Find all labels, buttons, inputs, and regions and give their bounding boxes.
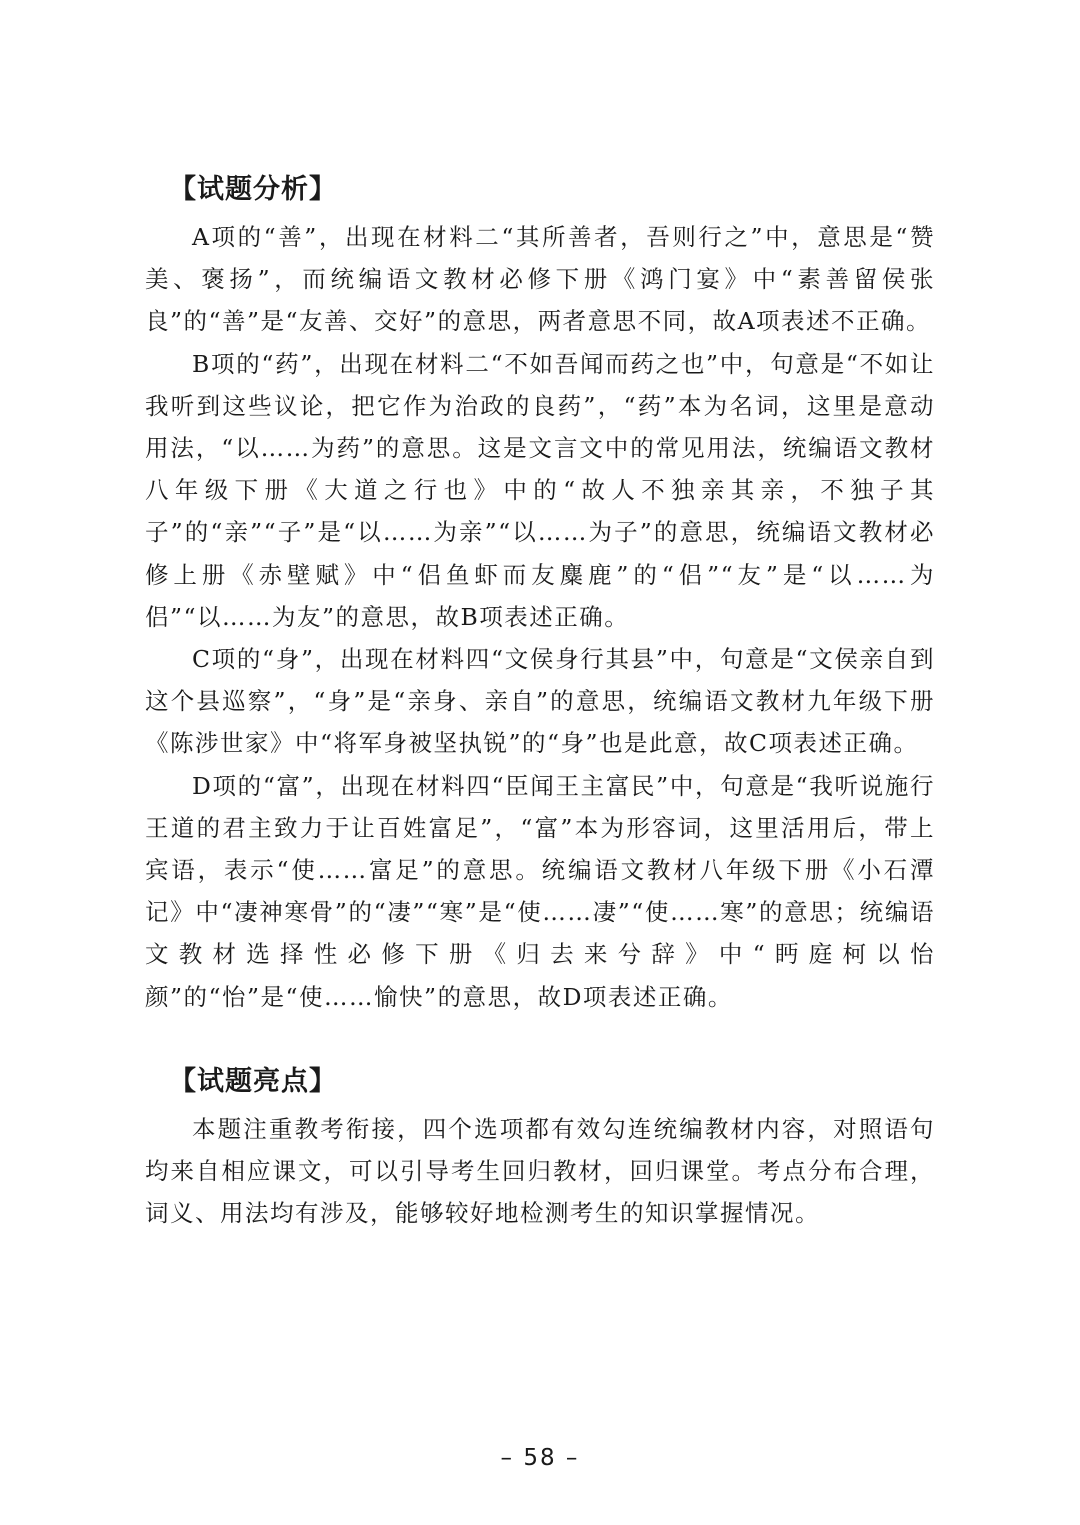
page-number: – 58 – xyxy=(500,1445,580,1471)
analysis-paragraph-c: C项的“身”，出现在材料四“文侯身行其县”中，句意是“文侯亲自到这个县巡察”，“身”是“亲身、亲自”的意思，统编语文教材九年级下册《陈涉世家》中“将军身被坚执锐”的“身”也是此意，故C项表述正确。 xyxy=(145,645,935,758)
page-content xyxy=(145,168,935,1234)
analysis-section xyxy=(145,168,935,1018)
highlights-section xyxy=(145,1060,935,1235)
analysis-paragraph-a: A项的“善”，出现在材料二“其所善者，吾则行之”中，意思是“赞美、褒扬”，而统编语文教材必修下册《鸿门宴》中“素善留侯张良”的“善”是“友善、交好”的意思，两者意思不同，故A项表述不正确。 xyxy=(145,223,935,336)
analysis-paragraph-d: D项的“富”，出现在材料四“臣闻王主富民”中，句意是“我听说施行王道的君主致力于让百姓富足”，“富”本为形容词，这里活用后，带上宾语，表示“使……富足”的意思。统编语文教材八年级下册《小石潭记》中“凄神寒骨”的“凄”“寒”是“使……凄”“使……寒”的意思；统编语文教材选择性必修下册《归去来兮辞》中“眄庭柯以怡颜”的“怡”是“使……愉快”的意思，故D项表述正确。 xyxy=(145,771,935,1011)
highlights-heading: 【试题亮点】 xyxy=(169,1065,337,1097)
highlights-paragraph: 本题注重教考衔接，四个选项都有效勾连统编教材内容，对照语句均来自相应课文，可以引导考生回归教材，回归课堂。考点分布合理，词义、用法均有涉及，能够较好地检测考生的知识掌握情况。 xyxy=(145,1114,935,1228)
analysis-heading: 【试题分析】 xyxy=(169,174,337,205)
analysis-paragraph-b: B项的“药”，出现在材料二“不如吾闻而药之也”中，句意是“不如让我听到这些议论，把它作为治政的良药”，“药”本为名词，这里是意动用法，“以……为药”的意思。这是文言文中的常见用法，统编语文教材八年级下册《大道之行也》中的“故人不独亲其亲，不独子其子”的“亲”“子”是“以……为亲”“以……为子”的意思，统编语文教材必修上册《赤壁赋》中“侣鱼虾而友麋鹿”的“侣”“友”是“以……为侣”“以……为友”的意思，故B项表述正确。 xyxy=(145,349,935,631)
